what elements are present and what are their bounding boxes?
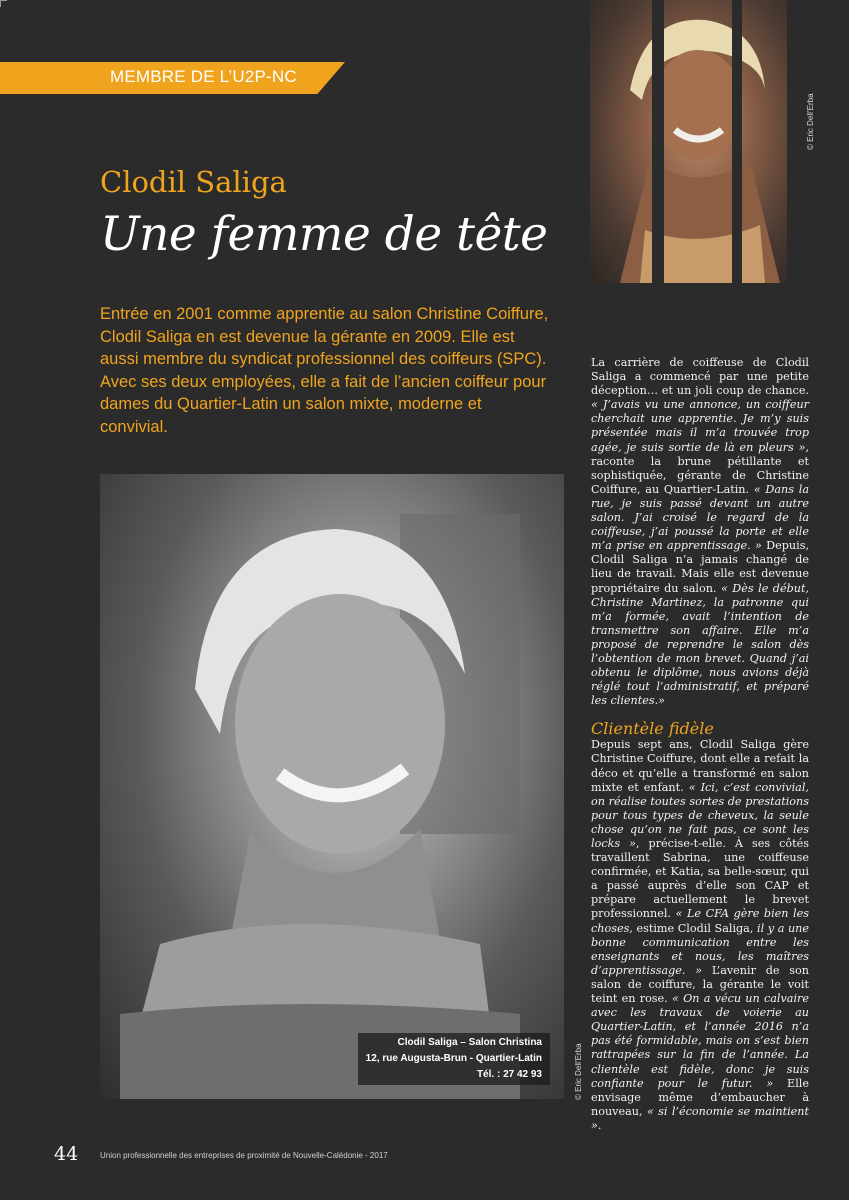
photo-bar-overlay (732, 0, 742, 283)
body-quote: il y a une bonne communication entre les enseignants et nous, les maîtres d’apprentissage. » (591, 921, 809, 977)
body-quote: « si l’économie se maintient » (591, 1104, 809, 1132)
page-number: 44 (54, 1143, 79, 1165)
body-quote: « Le CFA gère bien les choses, (591, 907, 809, 935)
body-text: Elle envisage même d’embaucher à nouveau, (591, 1076, 809, 1118)
body-paragraph (591, 356, 809, 708)
article-headline: Une femme de tête (100, 207, 548, 262)
article-body (591, 356, 809, 1133)
body-paragraph (591, 738, 809, 1133)
body-text: , raconte la brune pétillante et sophistiquée, gérante de Christine Coiffure, au Quartier-Latin. (591, 440, 809, 496)
body-quote: « Dès le début, Christine Martinez, la patronne qui m’a formée, avait l’intention de transmettre son affaire. Elle m’a proposé de reprendre le salon dès l’obtention de mon brevet. Quand j’ai obtenu le diplôme, nous avions déjà réglé tout l’administratif, et préparé les clientes.» (591, 581, 809, 708)
photo-credit-main: © Eric Dell’Erba (574, 1043, 583, 1100)
article-intro: Entrée en 2001 comme apprentie au salon Christine Coiffure, Clodil Saliga en est devenue la gérante en 2009. Elle est aussi membre du syndicat professionnel des coiffeurs (SPC). Avec ses deux employées, elle a fait de l’ancien coiffeur pour dames du Quartier-Latin un salon mixte, moderne et convivial. (100, 305, 549, 436)
portrait-photo-main (100, 474, 564, 1099)
body-quote: « Ici, c’est convivial, on réalise toutes sortes de prestations pour tous types de cheveux, la seule chose qu’on ne fait pas, ce sont les locks » (591, 780, 809, 850)
caption-line: Tél. : 27 42 93 (476, 1069, 542, 1080)
body-text: L’avenir de son salon de coiffure, la gérante le voit teint en rose. (591, 963, 809, 1006)
caption-line: Clodil Saliga – Salon Christina (397, 1037, 542, 1048)
photo-caption (358, 1033, 550, 1085)
body-text: La carrière de coiffeuse de Clodil Saliga a commencé par une petite déception… et un joli coup de chance. (591, 356, 809, 398)
footer-text: Union professionnelle des entreprises de proximité de Nouvelle-Calédonie - 2017 (100, 1151, 388, 1160)
body-quote: « J’avais vu une annonce, un coiffeur cherchait une apprentie. Je m’y suis présentée mais il m’a trouvée trop agée, je suis sortie de là en pleurs » (591, 398, 809, 454)
body-quote: « On a vécu un calvaire avec les travaux de voierie au Quartier-Latin, et l’année 2016 n’a pas été formidable, mais on s’est bien rattrapées sur la fin de l’année. La clientèle est fidèle, donc je suis confiante pour le futur. » (591, 992, 809, 1090)
body-text: . (597, 1118, 602, 1132)
crop-mark (0, 0, 7, 7)
body-text: , précise-t-elle. À ses côtés travaillent Sabrina, une coiffeuse confirmée, et Katia, sa belle-sœur, qui a passé auprès d’elle son CAP et prépare actuellement le brevet professionnel. (591, 837, 809, 921)
photo-credit-top: © Eric Dell’Erba (806, 93, 815, 150)
body-text: Depuis sept ans, Clodil Saliga gère Christine Coiffure, dont elle a refait la déco et qu’elle a transformé en salon mixte et enfant. (591, 738, 809, 794)
article-subheading: Clientèle fidèle (591, 719, 714, 739)
body-quote: « Dans la rue, je suis passé devant un autre salon. J’ai croisé le regard de la coiffeuse, j’ai poussé la porte et elle m’a prise en apprentissage. » (591, 482, 810, 553)
body-text: estime Clodil Saliga, (632, 921, 758, 935)
person-name: Clodil Saliga (100, 165, 287, 199)
body-text: Depuis, Clodil Saliga n’a jamais changé de lieu de travail. Mais elle est devenue propriétaire du salon. (591, 539, 810, 595)
photo-bar-overlay (652, 0, 664, 283)
portrait-illustration-main (100, 474, 564, 1099)
portrait-illustration-top (590, 0, 787, 283)
section-banner-label: MEMBRE DE L’U2P-NC (110, 67, 297, 86)
portrait-photo-top (590, 0, 787, 283)
caption-line: 12, rue Augusta-Brun - Quartier-Latin (365, 1053, 542, 1064)
